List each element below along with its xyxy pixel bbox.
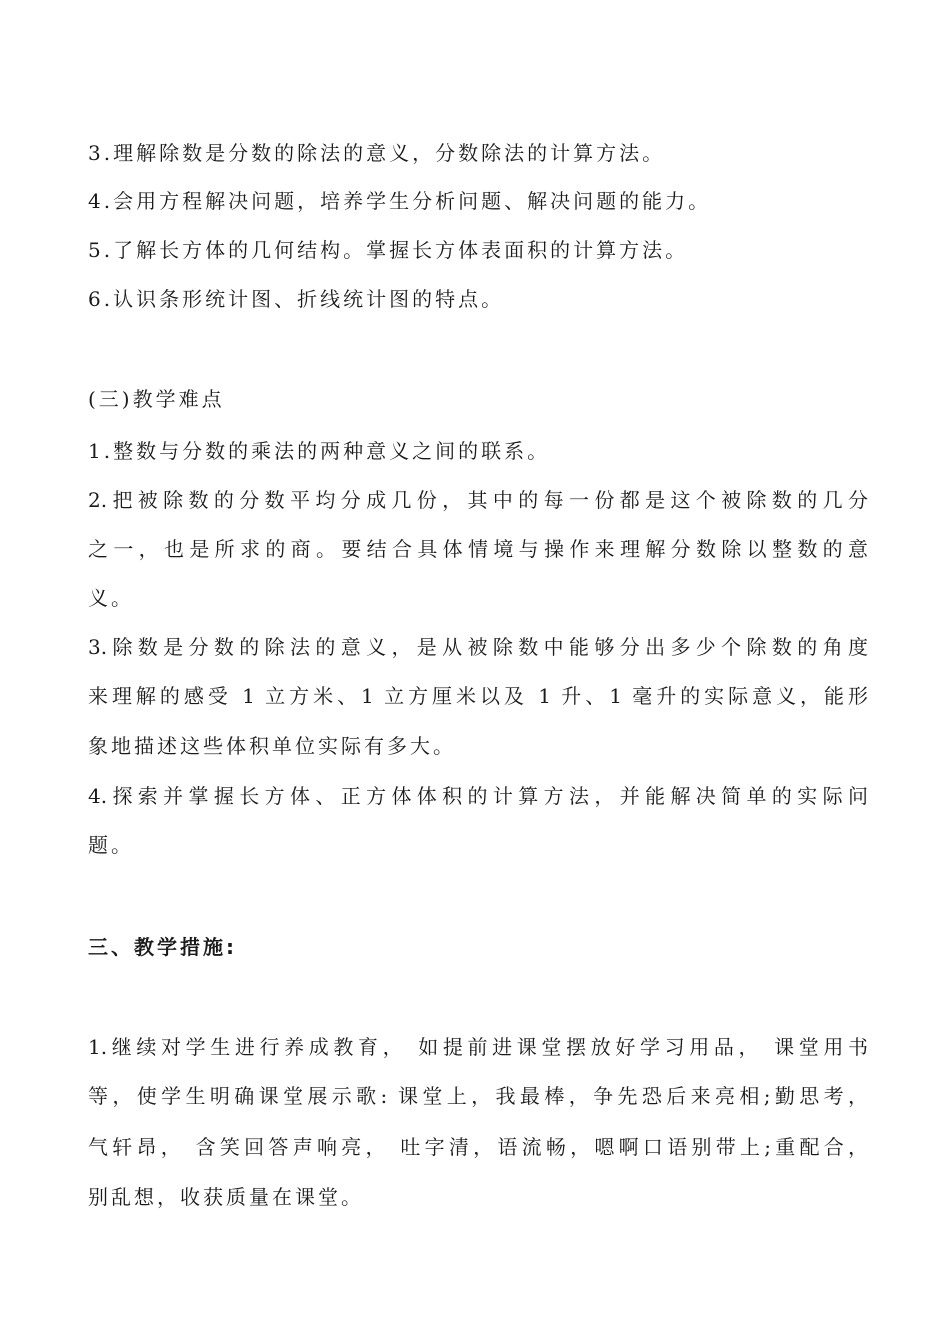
measure-1-line-1: 1.继续对学生进行养成教育， 如提前进课堂摆放好学习用品， 课堂用书 <box>88 1035 868 1059</box>
difficulty-4-line-1: 4.探索并掌握长方体、正方体体积的计算方法，并能解决简单的实际问 <box>88 784 868 808</box>
measure-1-line-4: 别乱想，收获质量在课堂。 <box>88 1185 364 1209</box>
difficulty-1: 1.整数与分数的乘法的两种意义之间的联系。 <box>88 439 551 463</box>
measure-1-line-2: 等，使学生明确课堂展示歌: 课堂上，我最棒，争先恐后来亮相;勤思考， <box>88 1084 868 1108</box>
difficulty-3-line-3: 象地描述这些体积单位实际有多大。 <box>88 734 456 758</box>
difficulty-2-line-1: 2.把被除数的分数平均分成几份，其中的每一份都是这个被除数的几分 <box>88 488 868 512</box>
difficulty-3-line-2: 来理解的感受 1 立方米、1 立方厘米以及 1 升、1 毫升的实际意义，能形 <box>88 684 868 708</box>
difficulties-title: (三)教学难点 <box>88 387 225 411</box>
difficulty-3-line-1: 3.除数是分数的除法的意义，是从被除数中能够分出多少个除数的角度 <box>88 635 868 659</box>
key-point-5: 5.了解长方体的几何结构。掌握长方体表面积的计算方法。 <box>88 238 689 262</box>
measures-title: 三、教学措施: <box>88 935 237 959</box>
difficulty-2-line-3: 义。 <box>88 586 134 610</box>
difficulty-4-line-2: 题。 <box>88 833 134 857</box>
key-point-4: 4.会用方程解决问题，培养学生分析问题、解决问题的能力。 <box>88 189 712 213</box>
key-point-6: 6.认识条形统计图、折线统计图的特点。 <box>88 287 505 311</box>
measure-1-line-3: 气轩昂， 含笑回答声响亮， 吐字清，语流畅，嗯啊口语别带上;重配合， <box>88 1135 868 1159</box>
key-point-3: 3.理解除数是分数的除法的意义，分数除法的计算方法。 <box>88 141 666 165</box>
difficulty-2-line-2: 之一，也是所求的商。要结合具体情境与操作来理解分数除以整数的意 <box>88 537 868 561</box>
